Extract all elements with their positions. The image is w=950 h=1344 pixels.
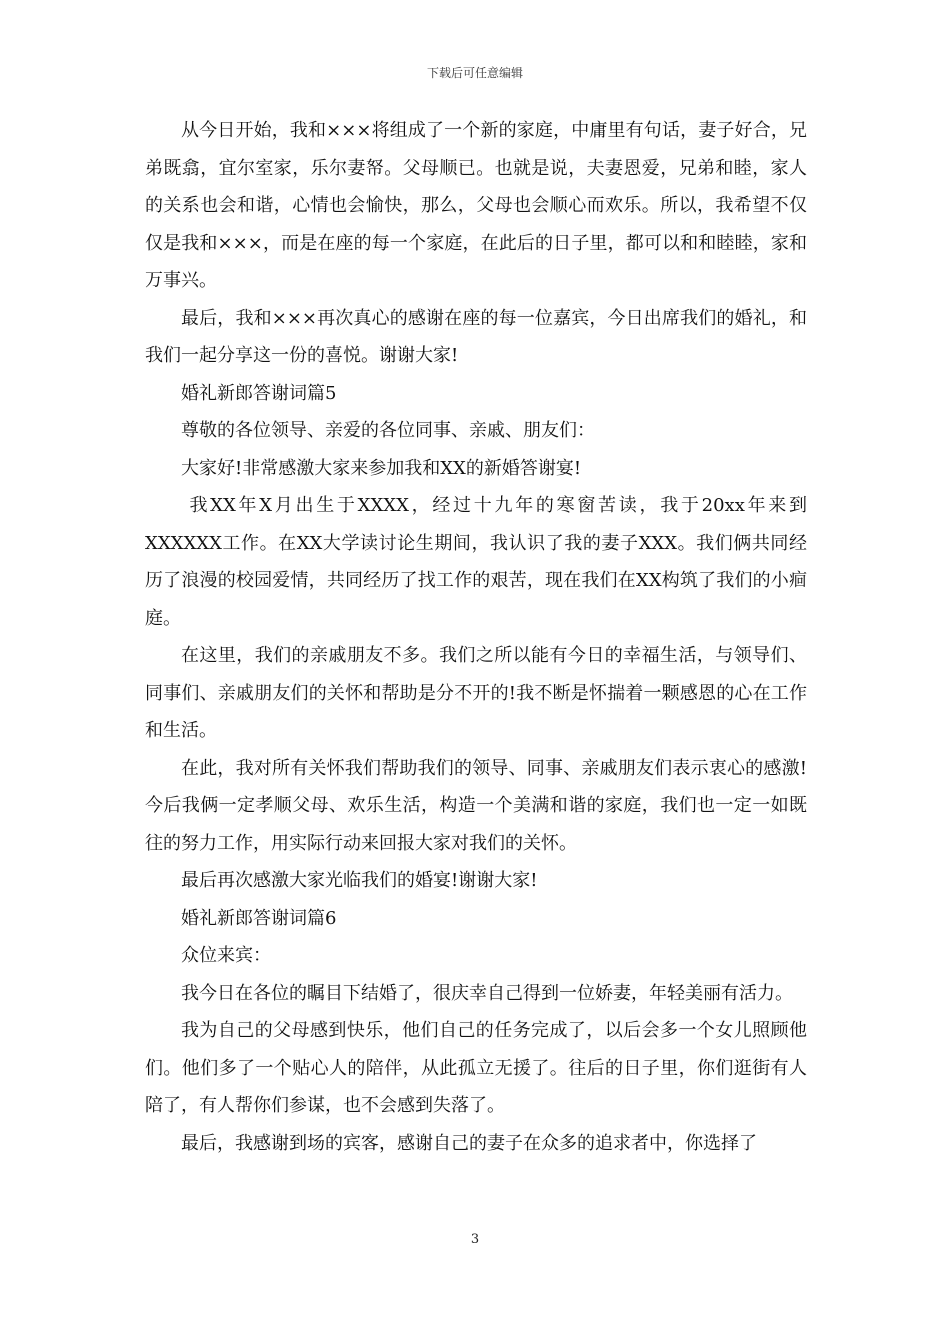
salutation: 众位来宾： <box>181 945 271 966</box>
paragraph: 最后，我感谢到场的宾客，感谢自己的妻子在众多的追求者中，你选择了 <box>181 1132 757 1154</box>
document-body <box>145 112 807 1162</box>
salutation: 尊敬的各位领导、亲爱的各位同事、亲戚、朋友们： <box>181 420 595 441</box>
paragraph: 我今日在各位的瞩目下结婚了，很庆幸自己得到一位娇妻，年轻美丽有活力。 <box>181 982 793 1004</box>
page-header: 下载后可任意编辑 <box>426 66 523 80</box>
paragraph: 最后，我和×××再次真心的感谢在座的每一位嘉宾，今日出席我们的婚礼，和我们一起分享这一份的喜悦。谢谢大家! <box>145 307 807 366</box>
paragraph: 大家好!非常感激大家来参加我和XX的新婚答谢宴! <box>181 457 582 479</box>
paragraph: 我为自己的父母感到快乐，他们自己的任务完成了，以后会多一个女儿照顾他们。他们多了一个贴心人的陪伴，从此孤立无援了。往后的日子里，你们逛街有人陪了，有人帮你们参谋，也不会感到失落了。 <box>145 1020 807 1116</box>
paragraph: 在这里，我们的亲戚朋友不多。我们之所以能有今日的幸福生活，与领导们、同事们、亲戚朋友们的关怀和帮助是分不开的!我不断是怀揣着一颗感恩的心在工作和生活。 <box>145 645 807 741</box>
paragraph: 最后再次感激大家光临我们的婚宴!谢谢大家! <box>181 870 538 891</box>
section-heading: 婚礼新郎答谢词篇6 <box>181 907 337 929</box>
page-number: 3 <box>470 1232 480 1247</box>
section-heading: 婚礼新郎答谢词篇5 <box>181 382 337 404</box>
paragraph: 从今日开始，我和×××将组成了一个新的家庭，中庸里有句话，妻子好合，兄弟既翕，宜尔室家，乐尔妻帑。父母顺已。也就是说，夫妻恩爱，兄弟和睦，家人的关系也会和谐，心情也会愉快，那么，父母也会顺心而欢乐。所以，我希望不仅仅是我和×××，而是在座的每一个家庭，在此后的日子里，都可以和和睦睦，家和万事兴。 <box>145 120 807 291</box>
paragraph: 在此，我对所有关怀我们帮助我们的领导、同事、亲戚朋友们表示衷心的感激!今后我俩一定孝顺父母、欢乐生活，构造一个美满和谐的家庭，我们也一定一如既往的努力工作，用实际行动来回报大家对我们的关怀。 <box>145 757 807 854</box>
paragraph: 我XX年X月出生于XXXX，经过十九年的寒窗苦读，我于20xx年来到XXXXXX工作。在XX大学读讨论生期间，我认识了我的妻子XXX。我们俩共同经历了浪漫的校园爱情，共同经历了找工作的艰苦，现在我们在XX构筑了我们的小痐庭。 <box>145 495 808 629</box>
